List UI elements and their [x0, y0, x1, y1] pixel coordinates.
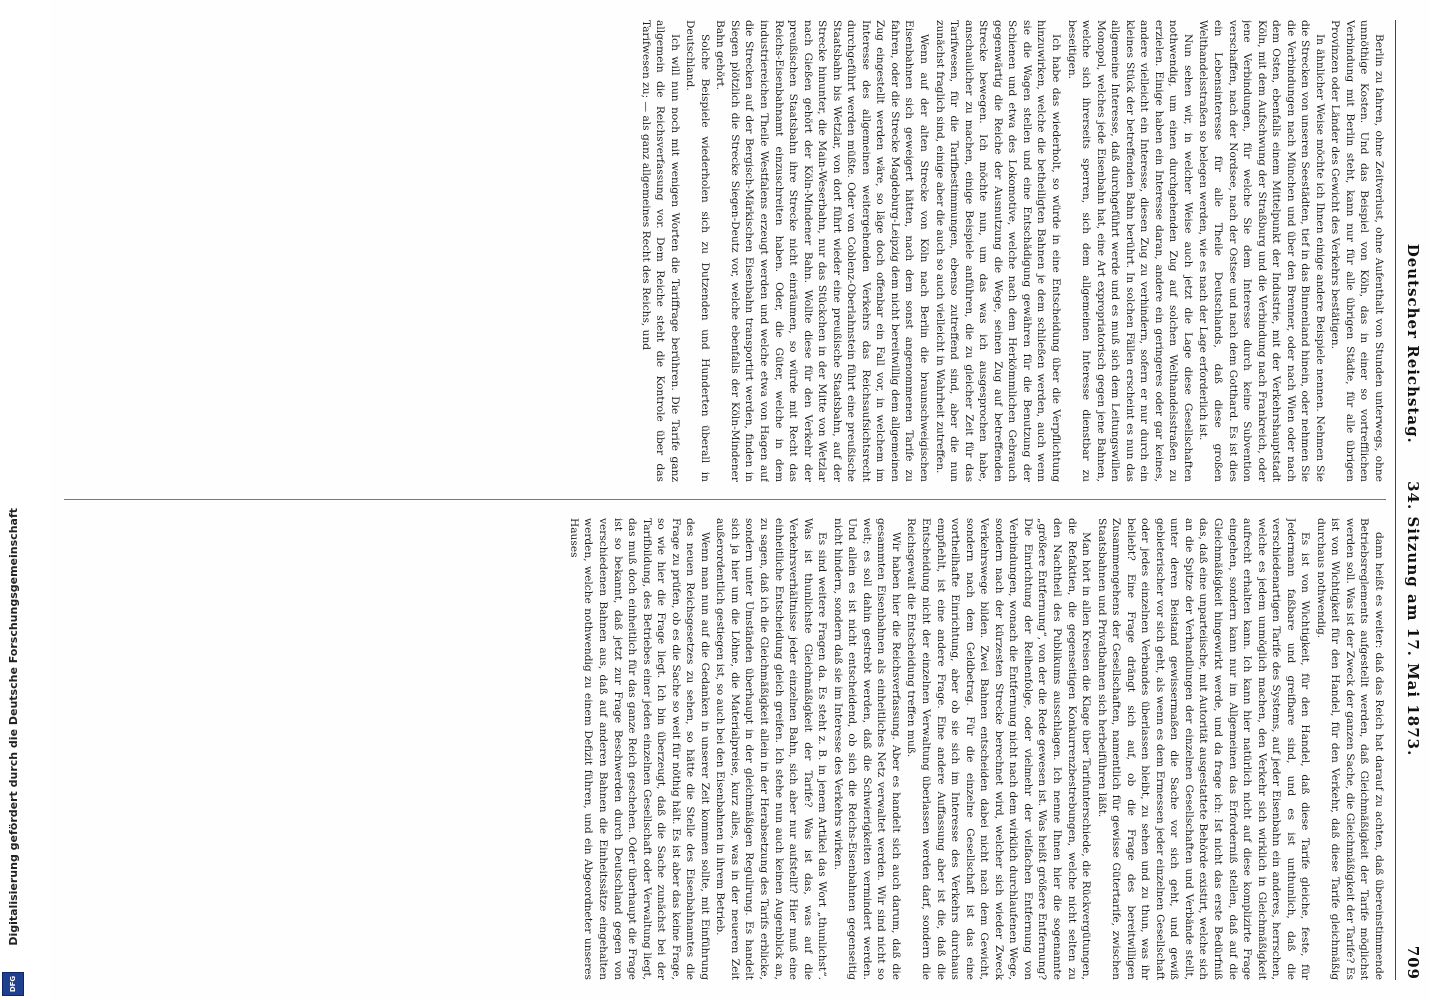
left-paragraph: Ich will nun noch mit wenigen Worten die Tariffrage berühren. Die Tarife ganz allgemein die Reichsverfassung vor. Dem Reiche steht die Kontrole über das Tarifwesen zu; — als ganz allgemeines Recht des Reichs, und [639, 20, 681, 482]
right-paragraph: Es sind weitere Fragen da. Es steht z. B. in jenem Artikel das Wort „thunlichst“. Was ist thunlichste Gleichmäßigkeit der Tarife? Was ist das, was auf die Verkehrsverhältnisse jeder einzelnen Bahn, sich aber nur aufstellt? Hier muß eine einheitliche Entscheidung gleich greifen. Ich stehe nun auch keinen Augenblick an, zu sagen, daß ich die Gleichmäßigkeit allein in der Herabsetzung des Tarifs erblicke, sondern unter Umständen überhaupt in der gleichmäßigen Regulirung. Es handelt sich ja hier um die Löhne, die Materialpreise, kurz alles, was in der neueren Zeit außerordentlich gestiegen ist, so auch bei den Eisenbahnen in ihrem Betrieb. [714, 518, 829, 980]
left-paragraph: Berlin zu fahren, ohne Zeitverlust, ohne Aufenthalt von Stunden unterwegs, ohne unnöthige Kosten. Und das Beispiel von Köln, das in einer so vortrefflichen Verbindung mit Berlin steht, kann nur für alle übrigen Städte, für alle übrigen Provinzen oder Länder des Gewicht des Verkehrs bestätigen. [1329, 20, 1385, 482]
running-header [1396, 20, 1422, 980]
right-text-column [64, 518, 1386, 980]
left-paragraph: Wenn auf der alten Strecke von Köln nach Berlin die braunschweigischen Eisenbahnen sich geweigert hätten, nach dem sonst angenommenen Tarife zu fahren, oder die Strecke Magdeburg-Leipzig dem nicht bereitwillig dem allgemeinen Zug eingestellt werden wäre, so läge doch offenbar ein Fall vor, in welchem im Interesse des allgemeinen weitergehenden Verkehrs das Reichsaufsichtsrecht durchgeführt werden müßte. Oder von Coblenz-Oberlahnstein führt eine preußische Staatsbahn bis Wetzlar, von dort führt wieder eine preußische Staatsbahn, auf der Strecke hinunter, die Main-Weserbahn, nur das Stückchen in der Mitte von Wetzlar nach Gießen gehört der Köln-Mindener Bahn. Wollte diese für den Verkehr der preußischen Staatsbahn ihre Strecke nicht einräumen, so würde mit Recht das Reichs-Eisenbahnamt einzuschreiten haben. Oder, die Güter, welche in dem industriereichen Theile Westfalens erzeugt werden und welche etwa von Hagen auf die Strecken auf der Bergisch-Märkischen Eisenbahn transportirt werden, finden in Siegen plötzlich die Strecke Siegen-Deutz vor, welche ebenfalls der Köln-Mindener Bahn gehört. [714, 20, 931, 482]
left-paragraph: In ähnlicher Weise möchte ich Ihnen einige andere Beispiele nennen. Nehmen Sie die Strecken von unseren Seestädten, tief in das Binnenland hinein, oder nehmen Sie die Verbindungen nach München und über den Brenner, oder nach Wien oder nach dem Osten, ebenfalls einem Mittelpunkt der Industrie, mit der Verkehrshauptstadt Köln, mit dem Aufschwung der Straßburg und die Verbindung nach Frankreich, oder jene Verbindungen, für welche Sie dem Interesse durch keine Subvention verschaffen, nach der Nordsee, nach der Ostsee und nach dem Gotthard. Es ist dies ein Lebensinteresse für alle Theile Deutschlands, daß diese großen Welthandelsstraßen so belegen werden, wie es nach der Lage erforderlich ist. [1197, 20, 1326, 482]
attribution-strip [0, 0, 26, 1000]
page-number: 709 [1404, 945, 1422, 980]
dfg-logo-text: DFG [9, 975, 17, 993]
left-paragraph: Ich habe das wiederholt, so würde in eine Entscheidung über die Verpflichtung hinzuwirken, welche die betheiligten Bahnen je dem schließen werden, auch wenn sie die Wagen stellen und eine Entschädigung gewähren für die Benutzung der Schienen und etwa des Lokomotive, welche nach dem Herkömmlichen Gebrauch gegenwärtig die Reiche der Ausnutzung die Wege, seinen Zug auf betreffenden Strecke bewegen. Ich möchte nun, um das was ich ausgesprochen habe, anschaulicher zu machen, einige Beispiele anführen, die zu gleicher Zeit für das Tarifwesen, für die Tarifbestimmungen, ebenso zutreffend sind, aber die nun zunächst fraglich sind, einige aber die auch so auch vielleicht in Wahrheit zutreffen. [933, 20, 1062, 482]
header-left-title: Deutscher Reichstag. [1404, 243, 1422, 444]
scanned-page-area [50, 0, 1430, 1000]
right-paragraph: Wenn man nun auf die Gedanken in unserer Zeit kommen sollte, mit Einführung des neuen Reichsgesetzes zu sehen, so hätte die Stelle des Eisenbahnamtes die Frage zu prüfen, ob es die Sache so weit für nöthig hält. Es ist aber das keine Frage, so wie hier die Frage liegt. Ich bin überzeugt, daß die Sache zunächst bei der Tarifbildung, des Betriebes einer jeden einzelnen Gesellschaft oder Verwaltung liegt, das muß doch einheitlich für das ganze Reich geschehen. Oder überhaupt die Frage ist so bekannt, daß jetzt zur Frage Beschwerden durch Deutschland gegen von verschiedenen Bahnen aus, daß auf anderen Bahnen die Einheitssätze eingehalten werden, welche nothwendig zu einem Defizit führen, und ein Abgeordneter unseres Hauses [567, 518, 711, 980]
right-paragraph: Es ist von Wichtigkeit, für den Handel, daß diese Tarife gleiche, feste, für Jedermann faßbare und greifbare sind, und es ist unthunlich, daß die verschiedenartigen Tarife des Systems, auf jeder Eisenbahn ein anderes, herrschen, welche es jedem unmöglich machen, den Verkehr sich wirklich in Gleichmäßigkeit aufrecht erhalten kann. Ich kann hier natürlich nicht auf diese komplizirte Frage eingehen, sondern kann nur im Allgemeinen das Erforderniß stellen, daß auf die Gleichmäßigkeit hingewirkt werde, und da frage ich: Ist nicht das erste Bedürfniß das, daß eine unparteiische, mit Autorität ausgestattete Behörde existirt, welche sich an die Spitze der Verhandlungen der einzelnen Gesellschaften und Verbände stellt, unter deren Beistand gewissermaßen die Sache vor sich geht, und gewiß gebieterischer vor sich geht, als wenn es dem Ermessen jeder einzelnen Gesellschaft oder jedes einzelnen Verbandes überlassen bleibt, zu sehen und zu thun, was ihr beliebt? Eine Frage drängt sich auf, ob die Frage des bereitwilligen Zusammengehens der Gesellschaften, namentlich für gewisse Gütertarife, zwischen Staatsbahnen und Privatbahnen sich herbeiführen läßt. [1095, 518, 1312, 980]
right-paragraph: Wir haben hier die Reichsverfassung. Aber es handelt sich auch darum, daß die gesammten Eisenbahnen als einheitliches Netz verwaltet werden. Wir sind nicht so weit; es soll dahin gestrebt werden, daß die Schwierigkeiten vermindert werden. Und allein es ist nicht entscheidend, ob sich die Reichs-Eisenbahnen gegenseitig nicht hindern, sondern daß sie im Interesse des Verkehrs wirken. [831, 518, 902, 980]
dfg-logo-icon [2, 972, 24, 996]
right-paragraph: dann heißt es weiter: daß das Reich hat darauf zu achten, daß übereinstimmende Betriebsreglements aufgestellt werden, daß Gleichmäßigkeit der Tarife möglichst werden soll. Was ist der Zweck der ganzen Sache, die Gleichmäßigkeit der Tarife? Es ist von Wichtigkeit für den Handel, für den Verkehr, daß diese Tarife gleichmäßig durchaus nothwendig. [1314, 518, 1385, 980]
header-title-line [1404, 20, 1422, 980]
header-session: 34. Sitzung am 17. Mai 1873. [1404, 481, 1422, 757]
left-paragraph: Solche Beispiele wiederholen sich zu Dutzenden und Hunderten überall in Deutschland. [684, 20, 711, 482]
left-paragraph: Nun sehen wir, in welcher Weise auch jetzt die Lage diese Gesellschaften nothwendig, um einen durchgehenden Zug auf solchen Welthandelsstraßen zu erzielen. Einige haben ein Interesse daran, andere ein geringeres oder gar keines, andere vielleicht ein Interesse, diesen Zug zu verhindern, sofern er nur durch ein kleines Stück der betreffenden Bahn berührt. In solchen Fällen erscheint es nun das allgemeine Interesse, daß durchgeführt werde und es muß sich dem Leitungswillen Monopol, welches jede Eisenbahn hat, eine Art expropriatorisch gegen jene Bahnen, welche sich ihrerseits sperren, sich dem allgemeinen Interesse dienstbar zu beseitigen. [1065, 20, 1194, 482]
document-page [50, 0, 1430, 1000]
right-paragraph: Man hört in allen Kreisen die Klage über Tarifunterschiede, die Rückvergütungen, die Refaktien, die gegenseitigen Konkurrenzbestrebungen, welche nicht selten zu den Nachtheil des Publikums ausschlagen. Ich nenne Ihnen hier die sogenannte „größere Entfernung“, von der die Rede gewesen ist. Was heißt größere Entfernung? Die Einrichtung der Reihenfolge, oder vielmehr der vielfachen Entfernung von Verbindungen, wonach die Entfernung nicht nach dem wirklich durchlaufenen Wege, sondern nach der kürzesten Strecke berechnet wird, welcher sich wieder Zweck Verkehrswege bilden. Zwei Bahnen entscheiden dabei nicht nach dem Gewicht, sondern nach dem Geldbetrag. Für die einzelne Gesellschaft ist das eine vortheilhafte Einrichtung, aber ob sie sich im Interesse des Verkehrs durchaus empfiehlt, ist eine andere Frage. Eine andere Auffassung aber ist die, daß die Entscheidung nicht der einzelnen Verwaltung überlassen werden darf, sondern die Reichsgewalt die Entscheidung treffen muß. [905, 518, 1093, 980]
column-divider [64, 499, 1386, 500]
header-rule [1395, 20, 1396, 980]
left-text-column [64, 20, 1386, 482]
attribution-text: Digitalisierung gefördert durch die Deutsche Forschungsgemeinschaft [6, 508, 20, 946]
